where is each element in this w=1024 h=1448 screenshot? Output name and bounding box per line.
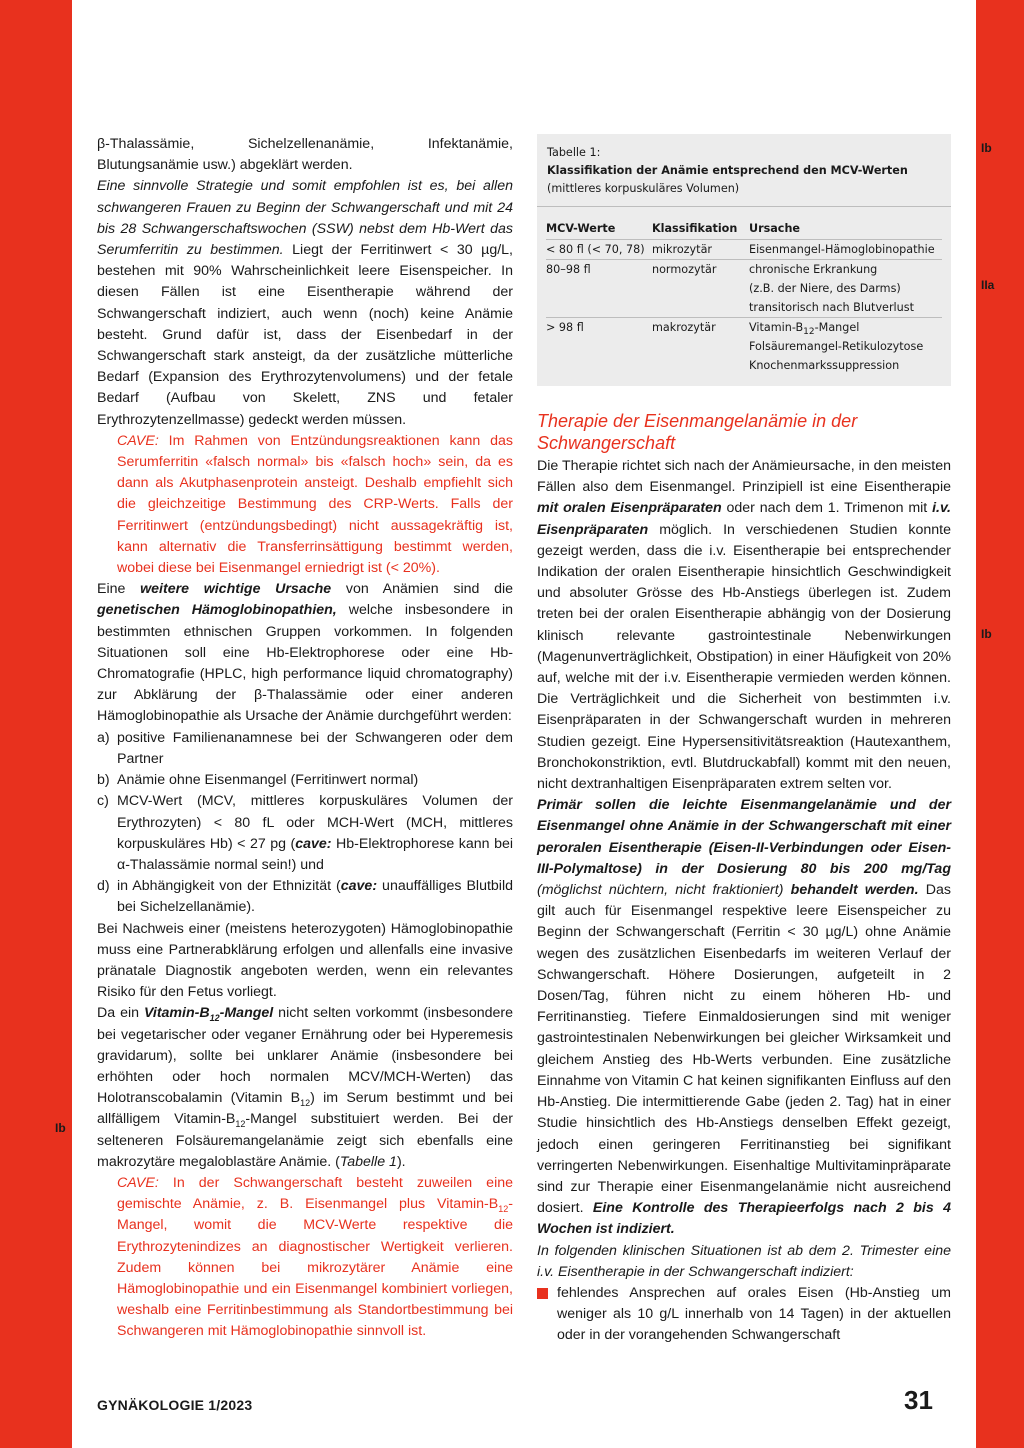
table-cell: > 98 fl xyxy=(546,318,652,376)
bullet-square-icon xyxy=(537,1288,548,1299)
column-header: MCV-Werte xyxy=(546,222,616,235)
evidence-level-right-3: Ib xyxy=(981,627,992,641)
table-cell: Vitamin-$B_{12}$-Mangel Folsäuremangel-Retikulozytose Knochenmarkssuppression xyxy=(749,318,942,376)
table-cell: makrozytär xyxy=(652,318,749,376)
table-cell: normozytär xyxy=(652,260,749,318)
table-label: Tabelle 1: xyxy=(547,146,601,159)
table-cell: 80–98 fl xyxy=(546,260,652,318)
table-cell: mikrozytär xyxy=(652,240,749,260)
paragraph: Bei Nachweis einer (meistens heterozygoten) Hämoglobinopathie muss eine Partnerabklärung erfolgen und allenfalls eine invasive pränatale Diagnostik angeboten werden, wenn ein relevantes Risiko für den Fetus vorliegt. xyxy=(97,920,513,1001)
table-caption xyxy=(537,134,951,198)
indication-list xyxy=(97,728,513,919)
left-column xyxy=(97,134,513,1343)
table-title: Klassifikation der Anämie entsprechend den MCV-Werten xyxy=(547,164,908,177)
left-margin-bar xyxy=(0,0,72,1448)
table-row xyxy=(546,240,942,260)
paragraph: Die Therapie richtet sich nach der Anämieursache, in den meisten Fällen also dem Eisenmangel. Prinzipiell ist eine Eisentherapie mit oralen Eisenpräparaten oder nach dem 1. Trimenon mit i.v. Eisenpräparaten möglich. In verschiedenen Studien konnte gezeigt werden, dass die i.v. Eisentherapie bei entsprechender Indikation der oralen Eisentherapie hinsichtlich Geschwindigkeit und absoluter Grösse des Hb-Anstiegs überlegen ist. Zudem treten bei der oralen Eisentherapie abhängig von der Dosierung klinisch relevante gastrointestinale Nebenwirkungen (Magenunverträglichkeit, Obstipation) in einer Häufigkeit von 20% auf, welche mit der i.v. Eisentherapie vermieden werden können. Die Verträglichkeit und die Sicherheit von bestimmten i.v. Eisenpräparaten in der Schwangerschaft wurden in mehreren Studien gezeigt. Eine Hypersensitivitätsreaktion (Hautexanthem, Bronchokonstriktion, evtl. Blutdruckabfall) kommt mit den neuen, nicht dextranhaltigen Eisenpräparaten extrem selten vor. xyxy=(537,458,951,793)
table-row xyxy=(546,318,942,376)
evidence-level-right-1: Ib xyxy=(981,141,992,155)
table-divider xyxy=(537,206,951,207)
paragraph: Eine sinnvolle Strategie und somit empfohlen ist es, bei allen schwangeren Frauen zu Beginn der Schwangerschaft und mit 24 bis 28 Schwangerschaftswochen (SSW) nebst dem Hb-Wert das Serumferritin zu bestimmen. Liegt der Ferritinwert < 30 µg/L, bestehen mit 90% Wahrscheinlichkeit leere Eisenspeicher. In diesen Fällen ist eine Eisentherapie während der Schwangerschaft indiziert, auch wenn (noch) keine Anämie besteht. Grund dafür ist, dass der Eisenbedarf in der Schwangerschaft stark ansteigt, da der zusätzliche mütterliche Bedarf (Expansion des Erythrozytenvolumens) und der fetale Bedarf (Aufbau von Skelett, ZNS und fetaler Erythrozytenzellmasse) gedeckt werden müssen. xyxy=(97,178,513,428)
list-item: c) MCV-Wert (MCV, mittleres korpuskuläres Volumen der Erythrozyten) < 80 fL oder MCH-Wert (MCH, mittleres korpuskuläres Hb) < 27 pg (cave: Hb-Elektrophorese kann bei α-Thalassämie normal sein!) und xyxy=(97,793,513,873)
table-cell: chronische Erkrankung (z.B. der Niere, des Darms) transitorisch nach Blutverlust xyxy=(749,260,942,318)
table-cell: < 80 fl (< 70, 78) xyxy=(546,240,652,260)
table-row xyxy=(546,260,942,318)
paragraph: Da ein Vitamin-$B_{12}$-Mangel nicht selten vorkommt (insbesondere bei vegetarischer oder veganer Ernährung oder bei Hyperemesis gravidarum), sollte bei unklarer Anämie (insbesondere bei erhöhten oder hoch normalen MCV/MCH-Werten) das Holotranscobalamin (Vitamin $B_{12}$) im Serum bestimmt und bei allfälligem Vitamin-$B_{12}$-Mangel substituiert werden. Bei der selteneren Folsäuremangelanämie zeigt sich ebenfalls eine makrozytäre megaloblastäre Anämie. (Tabelle 1). xyxy=(97,1005,513,1170)
table-cell: Eisenmangel-Hämoglobinopathie xyxy=(749,240,942,260)
right-margin-bar xyxy=(976,0,1024,1448)
list-item: a) positive Familienanamnese bei der Schwangeren oder dem Partner xyxy=(97,729,513,767)
evidence-level-left: Ib xyxy=(55,1121,66,1135)
paragraph: Eine weitere wichtige Ursache von Anämien sind die genetischen Hämoglobinopathien, welche insbesondere in bestimmten ethnischen Gruppen vorkommen. In folgenden Situationen soll eine Hb-Elektrophorese oder eine Hb-Chromatografie (HPLC, high performance liquid chromatography) zur Abklärung der β-Thalassämie oder einer anderen Hämoglobinopathie als Ursache der Anämie durchgeführt werden: xyxy=(97,581,514,725)
paragraph: β-Thalassämie, Sichelzellenanämie, Infektanämie, Blutungsanämie usw.) abgeklärt werden. xyxy=(97,136,513,174)
journal-footer: GYNÄKOLOGIE 1/2023 xyxy=(97,1397,253,1413)
table-header-row xyxy=(546,220,942,240)
right-column xyxy=(537,410,951,1347)
paragraph: In folgenden klinischen Situationen ist ab dem 2. Trimester eine i.v. Eisentherapie in der Schwangerschaft indiziert: xyxy=(537,1242,951,1280)
bullet-list xyxy=(537,1283,951,1347)
cave-note: CAVE: Im Rahmen von Entzündungsreaktionen kann das Serumferritin «falsch normal» bis «falsch hoch» sein, da es dann als Akutphasenprotein ansteigt. Deshalb empfiehlt sich die gleichzeitige Bestimmung des CRP-Werts. Falls der Ferritinwert (entzündungsbedingt) nicht aussagekräftig ist, kann alternativ die Transferrinsättigung bestimmt werden, wobei diese bei Eisenmangel erniedrigt ist (< 20%). xyxy=(117,432,513,577)
table-subtitle: (mittleres korpuskuläres Volumen) xyxy=(547,182,740,195)
list-item: b) Anämie ohne Eisenmangel (Ferritinwert normal) xyxy=(97,772,419,789)
page-number: 31 xyxy=(904,1385,933,1415)
cave-note: CAVE: In der Schwangerschaft besteht zuweilen eine gemischte Anämie, z. B. Eisenmangel plus Vitamin-$B_{12}$-Mangel, womit die MCV-Werte respektive die Erythrozytenindizes an diagnostischer Wertigkeit verlieren. Zudem können bei mikrozytärer Anämie eine Hämoglobinopathie und ein Eisenmangel kombiniert vorliegen, weshalb eine Ferritinbestimmung als Standortbestimmung bei Schwangeren mit Hämoglobinopathie sinnvoll ist. xyxy=(117,1174,513,1340)
column-header: Klassifikation xyxy=(652,222,738,235)
classification-table xyxy=(546,220,942,375)
section-heading: Therapie der Eisenmangelanämie in der Schwangerschaft xyxy=(537,411,858,453)
table-1 xyxy=(537,134,951,386)
paragraph: Primär sollen die leichte Eisenmangelanämie und der Eisenmangel ohne Anämie in der Schwangerschaft mit einer peroralen Eisentherapie (Eisen-II-Verbindungen oder Eisen-III-Polymaltose) in der Dosierung 80 bis 200 mg/Tag (möglichst nüchtern, nicht fraktioniert) behandelt werden. Das gilt auch für Eisenmangel respektive leere Eisenspeicher zu Beginn der Schwangerschaft (Ferritin < 30 µg/L) ohne Anämie wegen des zusätzlichen Eisenbedarfs im weiteren Verlauf der Schwangerschaft. Höhere Dosierungen, aufgeteilt in 2 Dosen/Tag, führen nicht zu einem höheren Hb- und Ferritinanstieg. Tiefere Einmaldosierungen sind mit weniger gastrointestinalen Nebenwirkungen bei gleicher Wirksamkeit und gleichem Anstieg des Hb-Werts verbunden. Eine zusätzliche Einnahme von Vitamin C hat keinen signifikanten Einfluss auf den Hb-Anstieg. Die intermittierende Gabe (jeden 2. Tag) hat in einer Studie hinsichtlich des Hb-Anstiegs denselben Effekt gezeigt, jedoch einen geringeren Ferritinanstieg bei signifikant verringerten Nebenwirkungen. Eisenhaltige Multivitaminpräparate sind zur Therapie einer Eisenmangelanämie nicht ausreichend dosiert. Eine Kontrolle des Therapieerfolgs nach 2 bis 4 Wochen ist indiziert. xyxy=(537,797,952,1238)
list-item: d) in Abhängigkeit von der Ethnizität (cave: unauffälliges Blutbild bei Sichelzellanämie). xyxy=(97,878,514,916)
evidence-level-right-2: IIa xyxy=(981,278,995,292)
list-item: fehlendes Ansprechen auf orales Eisen (Hb-Anstieg um weniger als 10 g/L innerhalb von 14 Tagen) in der aktuellen oder in der vorangehenden Schwangerschaft xyxy=(537,1283,951,1347)
column-header: Ursache xyxy=(749,222,800,235)
